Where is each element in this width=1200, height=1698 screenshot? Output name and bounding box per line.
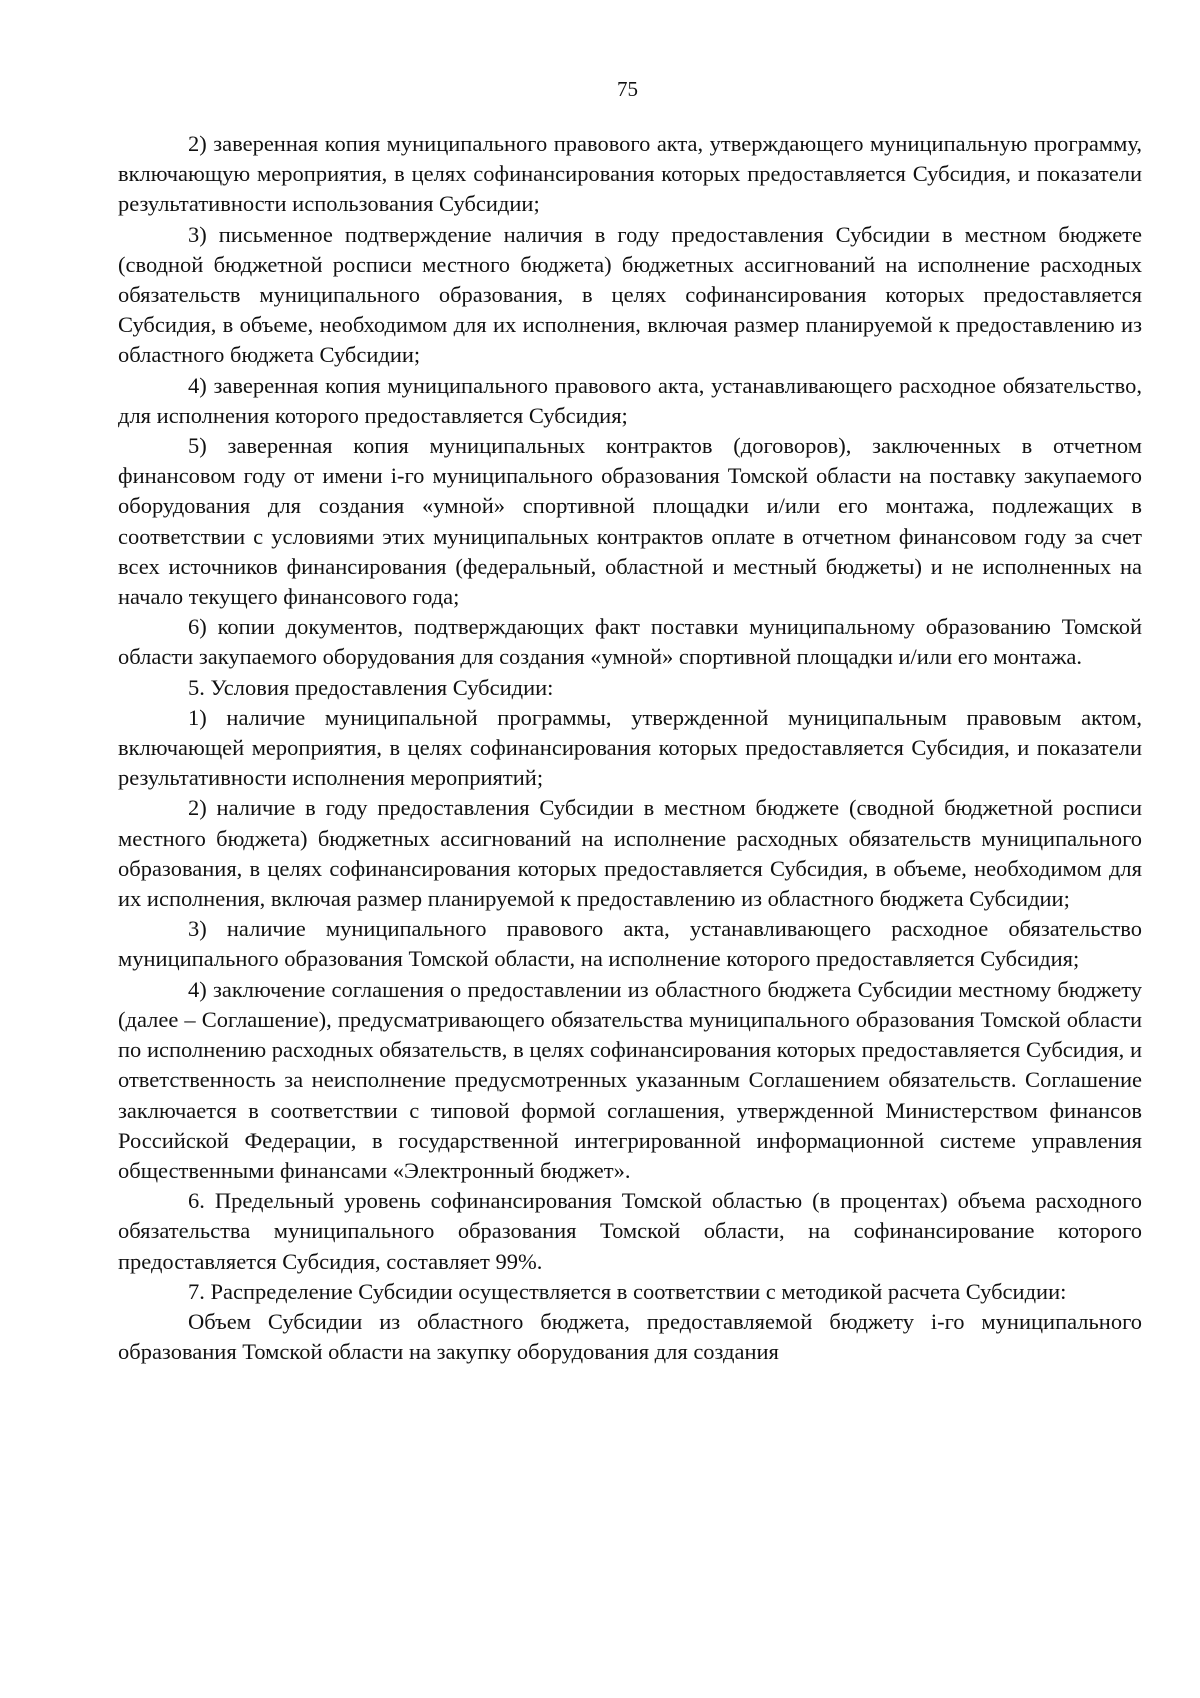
section-7-distribution: 7. Распределение Субсидии осуществляется в соответствии с методикой расчета Субсидии: (188, 1278, 1067, 1304)
paragraph-item-2-certified-program-act: 2) заверенная копия муниципального правового акта, утверждающего муниципальную программу, включающую мероприятия, в целях софинансирования которых предоставляется Субсидия, и показатели результативности использования Субсидии; (118, 131, 1142, 217)
condition-3-legal-act: 3) наличие муниципального правового акта, устанавливающего расходное обязательство муниципального образования Томской области, на исполнение которого предоставляется Субсидия; (118, 916, 1142, 972)
subsidy-volume-paragraph: Объем Субсидии из областного бюджета, предоставляемой бюджету i-го муниципального образования Томской области на закупку оборудования для создания (118, 1308, 1142, 1365)
condition-2-budget-allocations: 2) наличие в году предоставления Субсидии в местном бюджете (сводной бюджетной росписи местного бюджета) бюджетных ассигнований на исполнение расходных обязательств муниципального образования, в целях софинансирования которых предоставляется Субсидия, в объеме, необходимом для их исполнения, включая размер планируемой к предоставлению из областного бюджета Субсидии; (118, 795, 1142, 912)
section-6-cofinancing-level: 6. Предельный уровень софинансирования Томской областью (в процентах) объема расходного обязательства муниципального образования Томской области, на софинансирование которого предоставляется Субсидия, составляет 99%. (118, 1188, 1142, 1274)
paragraph-item-4-certified-obligation-act: 4) заверенная копия муниципального правового акта, устанавливающего расходное обязательство, для исполнения которого предоставляется Субсидия; (118, 372, 1142, 428)
section-5-heading: 5. Условия предоставления Субсидии: (188, 674, 554, 700)
page-number: 75 (617, 77, 638, 101)
condition-4-agreement: 4) заключение соглашения о предоставлении из областного бюджета Субсидии местному бюджету (далее – Соглашение), предусматривающего обязательства муниципального образования Томской области по исполнению расходных обязательств, в целях софинансирования которых предоставляется Субсидия, и ответственность за неисполнение предусмотренных указанным Соглашением обязательств. Соглашение заключается в соответствии с типовой формой соглашения, утвержденной Министерством финансов Российской Федерации, в государственной интегрированной информационной системе управления общественными финансами «Электронный бюджет». (118, 976, 1142, 1183)
paragraph-item-3-budget-confirmation: 3) письменное подтверждение наличия в году предоставления Субсидии в местном бюджете (сводной бюджетной росписи местного бюджета) бюджетных ассигнований на исполнение расходных обязательств муниципального образования, в целях софинансирования которых предоставляется Субсидия, в объеме, необходимом для их исполнения, включая размер планируемой к предоставлению из областного бюджета Субсидии; (118, 221, 1142, 368)
paragraph-item-6-delivery-documents: 6) копии документов, подтверждающих факт поставки муниципальному образованию Томской области закупаемого оборудования для создания «умной» спортивной площадки и/или его монтажа. (118, 614, 1142, 670)
document-body (118, 129, 1142, 1367)
condition-1-municipal-program: 1) наличие муниципальной программы, утвержденной муниципальным правовым актом, включающей мероприятия, в целях софинансирования которых предоставляется Субсидия, и показатели результативности исполнения мероприятий; (118, 704, 1142, 791)
paragraph-item-5-certified-contracts: 5) заверенная копия муниципальных контрактов (договоров), заключенных в отчетном финансовом году от имени i-го муниципального образования Томской области на поставку закупаемого оборудования для создания «умной» спортивной площадки и/или его монтажа, подлежащих в соответствии с условиями этих муниципальных контрактов оплате в отчетном финансовом году за счет всех источников финансирования (федеральный, областной и местный бюджеты) и не исполненных на начало текущего финансового года; (118, 433, 1142, 610)
